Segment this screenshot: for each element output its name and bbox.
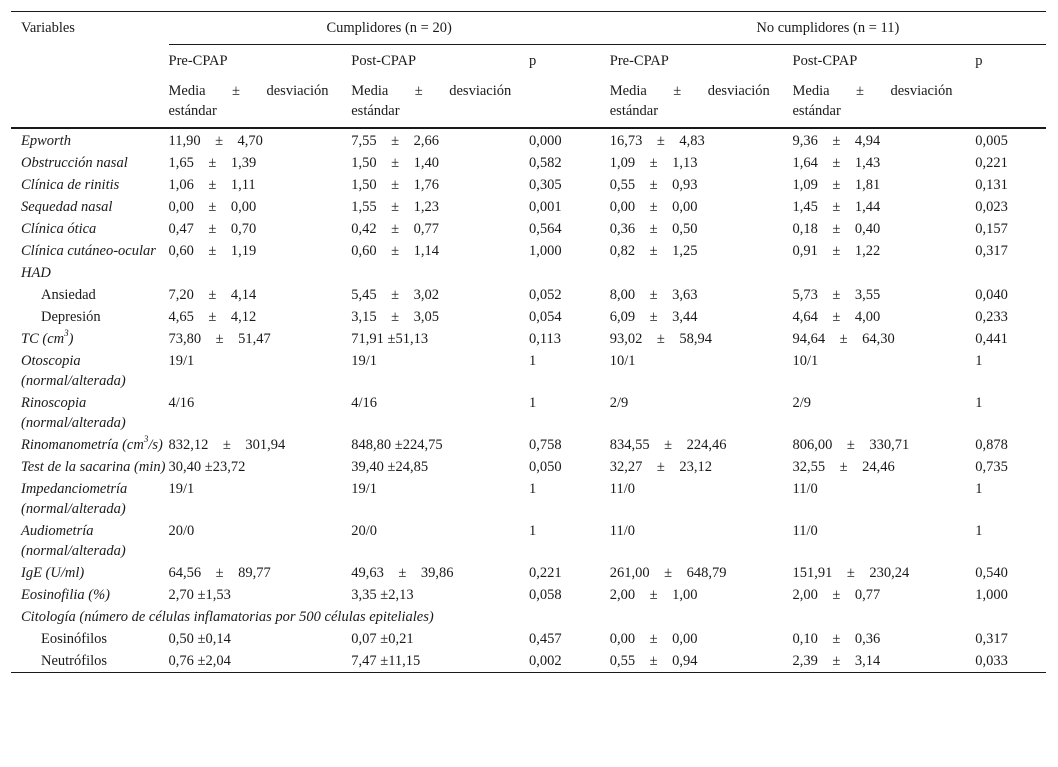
cell-c1: 7,20 ± 4,14 — [168, 287, 257, 303]
table-row — [11, 606, 1046, 628]
cell-p2: 1 — [975, 481, 983, 497]
cell-p1: 0,002 — [528, 653, 562, 669]
cell-c4: 151,91 ± 230,24 — [792, 565, 910, 581]
cell-c3: 0,55 ± 0,93 — [609, 177, 698, 193]
cell-c3: 93,02 ± 58,94 — [609, 331, 712, 347]
cell-p1: 0,457 — [528, 631, 562, 647]
cell-c4: 0,18 ± 0,40 — [792, 221, 881, 237]
cell-c4: 2,00 ± 0,77 — [792, 587, 881, 603]
row-label: Rinoscopia (normal/alterada) — [21, 395, 126, 431]
cell-c1: 73,80 ± 51,47 — [168, 331, 271, 347]
row-label: Rinomanometría $(cm^3/s)$ — [21, 434, 163, 453]
cell-c2: 4/16 — [351, 395, 378, 411]
table-row — [11, 306, 1046, 328]
row-label: TC $(cm^3)$ — [21, 328, 74, 347]
cell-p1: 0,564 — [528, 221, 562, 237]
cell-c3: 0,36 ± 0,50 — [609, 221, 698, 237]
cell-p2: 0,233 — [975, 309, 1008, 325]
cell-c1: 64,56 ± 89,77 — [168, 565, 271, 581]
cell-p2: 0,005 — [975, 133, 1008, 149]
cell-p2: 0,040 — [975, 287, 1008, 303]
cell-c3: 261,00 ± 648,79 — [609, 565, 727, 581]
cell-c2: 19/1 — [351, 481, 378, 497]
cell-p1: 1,000 — [528, 243, 562, 259]
header-post-cpap-2: Post-CPAP — [792, 53, 858, 69]
row-label: IgE (U/ml) — [21, 565, 85, 581]
cell-c4: 2,39 ± 3,14 — [792, 653, 881, 669]
cell-p2: 0,131 — [975, 177, 1008, 193]
row-label: Clínica ótica — [21, 221, 97, 237]
cell-p1: 0,058 — [528, 587, 562, 603]
table-row — [11, 584, 1046, 606]
cell-c1: 19/1 — [168, 481, 195, 497]
cell-c3: 11/0 — [609, 481, 635, 497]
cell-p1: 0,000 — [528, 133, 562, 149]
cell-p1: 1 — [528, 395, 537, 411]
header-variables: Variables — [21, 20, 75, 36]
table-row — [11, 328, 1046, 350]
cell-c1: 4/16 — [168, 395, 195, 411]
results-table-container — [11, 11, 1046, 673]
row-label: Epworth — [21, 133, 71, 149]
cell-c2: 39,40 ±24,85 — [351, 459, 429, 475]
cell-c1: 30,40 ±23,72 — [168, 459, 246, 475]
cell-c3: 2/9 — [609, 395, 629, 411]
table-row — [11, 262, 1046, 284]
cell-p2: 0,157 — [975, 221, 1008, 237]
cell-p1: 0,582 — [528, 155, 562, 171]
cell-c4: 0,10 ± 0,36 — [792, 631, 881, 647]
cell-p1: 0,052 — [528, 287, 562, 303]
cell-c1: 0,60 ± 1,19 — [168, 243, 257, 259]
cell-p2: 0,735 — [975, 459, 1008, 475]
cell-p2: 1,000 — [975, 587, 1008, 603]
table-row — [11, 174, 1046, 196]
cell-c1: 4,65 ± 4,12 — [168, 309, 257, 325]
cell-c3: 0,00 ± 0,00 — [609, 631, 698, 647]
header-row-groups — [11, 12, 1046, 45]
cell-c1: 832,12 ± 301,94 — [168, 437, 286, 453]
cell-p1: 0,305 — [528, 177, 562, 193]
header-pre-cpap-2: Pre-CPAP — [609, 53, 669, 69]
cell-c3: 11/0 — [609, 523, 635, 539]
cell-p1: 0,001 — [528, 199, 562, 215]
cell-c1: 11,90 ± 4,70 — [168, 133, 263, 149]
header-post-cpap-1: Post-CPAP — [351, 53, 417, 69]
table-row — [11, 628, 1046, 650]
cell-p2: 1 — [975, 523, 983, 539]
cell-c4: 5,73 ± 3,55 — [792, 287, 881, 303]
row-label: Eosinófilos — [41, 631, 108, 647]
cell-p2: 0,441 — [975, 331, 1008, 347]
header-stat-1: Media ± desviación estándar — [168, 83, 329, 119]
cell-c4: 10/1 — [792, 353, 819, 369]
results-table — [11, 11, 1046, 673]
table-row — [11, 434, 1046, 456]
cell-p1: 0,050 — [528, 459, 562, 475]
cell-c1: 0,76 ±2,04 — [168, 653, 231, 669]
cell-c2: 1,50 ± 1,40 — [351, 155, 439, 171]
row-label: Test de la sacarina (min) — [21, 459, 166, 475]
cell-c2: 848,80 ±224,75 — [351, 437, 443, 453]
cell-c3: 1,09 ± 1,13 — [609, 155, 698, 171]
header-pre-cpap-1: Pre-CPAP — [168, 53, 228, 69]
cell-c4: 94,64 ± 64,30 — [792, 331, 895, 347]
cell-c4: 11/0 — [792, 481, 818, 497]
cell-c4: 1,64 ± 1,43 — [792, 155, 881, 171]
cell-p1: 0,221 — [528, 565, 562, 581]
cell-c3: 0,82 ± 1,25 — [609, 243, 698, 259]
table-body — [11, 128, 1046, 673]
cell-c1: 1,06 ± 1,11 — [168, 177, 256, 193]
table-row — [11, 520, 1046, 562]
table-row — [11, 392, 1046, 434]
cell-c3: 8,00 ± 3,63 — [609, 287, 698, 303]
cell-p1: 0,758 — [528, 437, 562, 453]
cell-p1: 0,054 — [528, 309, 562, 325]
cell-p1: 1 — [528, 481, 537, 497]
table-row — [11, 562, 1046, 584]
cell-p2: 1 — [975, 353, 983, 369]
cell-c4: 1,09 ± 1,81 — [792, 177, 881, 193]
row-label: Citología (número de células inflamatorias por 500 células epiteliales) — [21, 609, 434, 625]
cell-c4: 32,55 ± 24,46 — [792, 459, 895, 475]
header-stat-4: Media ± desviación estándar — [792, 83, 953, 119]
row-label: Audiometría (normal/alterada) — [21, 523, 126, 559]
cell-p1: 1 — [528, 353, 537, 369]
header-stat-3: Media ± desviación estándar — [609, 83, 770, 119]
row-label: Otoscopia (normal/alterada) — [21, 353, 126, 389]
cell-c2: 0,07 ±0,21 — [351, 631, 414, 647]
table-row — [11, 196, 1046, 218]
row-label: Depresión — [41, 309, 101, 325]
cell-c2: 7,47 ±11,15 — [351, 653, 421, 669]
row-label: Sequedad nasal — [21, 199, 113, 215]
row-label: Eosinofilia (%) — [21, 587, 111, 603]
cell-c3: 0,00 ± 0,00 — [609, 199, 698, 215]
row-label: HAD — [21, 265, 51, 281]
cell-p2: 0,540 — [975, 565, 1008, 581]
cell-c4: 2/9 — [792, 395, 812, 411]
cell-c3: 32,27 ± 23,12 — [609, 459, 712, 475]
cell-c3: 6,09 ± 3,44 — [609, 309, 698, 325]
cell-p2: 0,878 — [975, 437, 1008, 453]
row-label: Obstrucción nasal — [21, 155, 128, 171]
header-group-cumplidores: Cumplidores (n = 20) — [169, 12, 610, 45]
cell-c1: 20/0 — [168, 523, 195, 539]
cell-p2: 0,033 — [975, 653, 1008, 669]
cell-c1: 0,50 ±0,14 — [168, 631, 231, 647]
cell-p1: 1 — [528, 523, 537, 539]
cell-c2: 3,35 ±2,13 — [351, 587, 414, 603]
cell-c2: 20/0 — [351, 523, 378, 539]
cell-c2: 1,55 ± 1,23 — [351, 199, 439, 215]
header-stat-2: Media ± desviación estándar — [351, 83, 512, 119]
cell-c2: 3,15 ± 3,05 — [351, 309, 439, 325]
table-row — [11, 240, 1046, 262]
cell-c3: 10/1 — [609, 353, 636, 369]
cell-c3: 0,55 ± 0,94 — [609, 653, 698, 669]
table-row — [11, 478, 1046, 520]
cell-c4: 11/0 — [792, 523, 818, 539]
cell-c2: 5,45 ± 3,02 — [351, 287, 439, 303]
cell-c4: 1,45 ± 1,44 — [792, 199, 881, 215]
cell-c3: 16,73 ± 4,83 — [609, 133, 705, 149]
header-p-1: p — [528, 53, 537, 69]
cell-c1: 0,47 ± 0,70 — [168, 221, 257, 237]
cell-p2: 1 — [975, 395, 983, 411]
cell-c1: 2,70 ±1,53 — [168, 587, 231, 603]
cell-p2: 0,317 — [975, 243, 1008, 259]
cell-c3: 834,55 ± 224,46 — [609, 437, 727, 453]
cell-p2: 0,221 — [975, 155, 1008, 171]
cell-c4: 9,36 ± 4,94 — [792, 133, 881, 149]
cell-c2: 1,50 ± 1,76 — [351, 177, 439, 193]
cell-c1: 1,65 ± 1,39 — [168, 155, 257, 171]
cell-c2: 71,91 ±51,13 — [351, 331, 429, 347]
cell-c2: 49,63 ± 39,86 — [351, 565, 454, 581]
cell-c4: 4,64 ± 4,00 — [792, 309, 881, 325]
cell-c2: 0,60 ± 1,14 — [351, 243, 439, 259]
cell-c1: 0,00 ± 0,00 — [168, 199, 257, 215]
cell-c4: 806,00 ± 330,71 — [792, 437, 910, 453]
cell-c4: 0,91 ± 1,22 — [792, 243, 881, 259]
cell-c1: 19/1 — [168, 353, 195, 369]
cell-c2: 7,55 ± 2,66 — [351, 133, 439, 149]
cell-c2: 0,42 ± 0,77 — [351, 221, 439, 237]
row-label: Clínica cutáneo-ocular — [21, 243, 156, 259]
cell-c2: 19/1 — [351, 353, 378, 369]
cell-p2: 0,317 — [975, 631, 1008, 647]
row-label: Impedanciometría (normal/alterada) — [21, 481, 128, 517]
cell-c3: 2,00 ± 1,00 — [609, 587, 698, 603]
table-row — [11, 650, 1046, 673]
table-row — [11, 128, 1046, 152]
table-row — [11, 152, 1046, 174]
table-row — [11, 456, 1046, 478]
header-group-no-cumplidores: No cumplidores (n = 11) — [610, 12, 1046, 45]
cell-p2: 0,023 — [975, 199, 1008, 215]
header-p-2: p — [975, 53, 983, 69]
row-label: Clínica de rinitis — [21, 177, 120, 193]
row-label: Ansiedad — [41, 287, 96, 303]
table-row — [11, 284, 1046, 306]
cell-p1: 0,113 — [528, 331, 562, 347]
row-label: Neutrófilos — [41, 653, 108, 669]
table-row — [11, 218, 1046, 240]
table-row — [11, 350, 1046, 392]
